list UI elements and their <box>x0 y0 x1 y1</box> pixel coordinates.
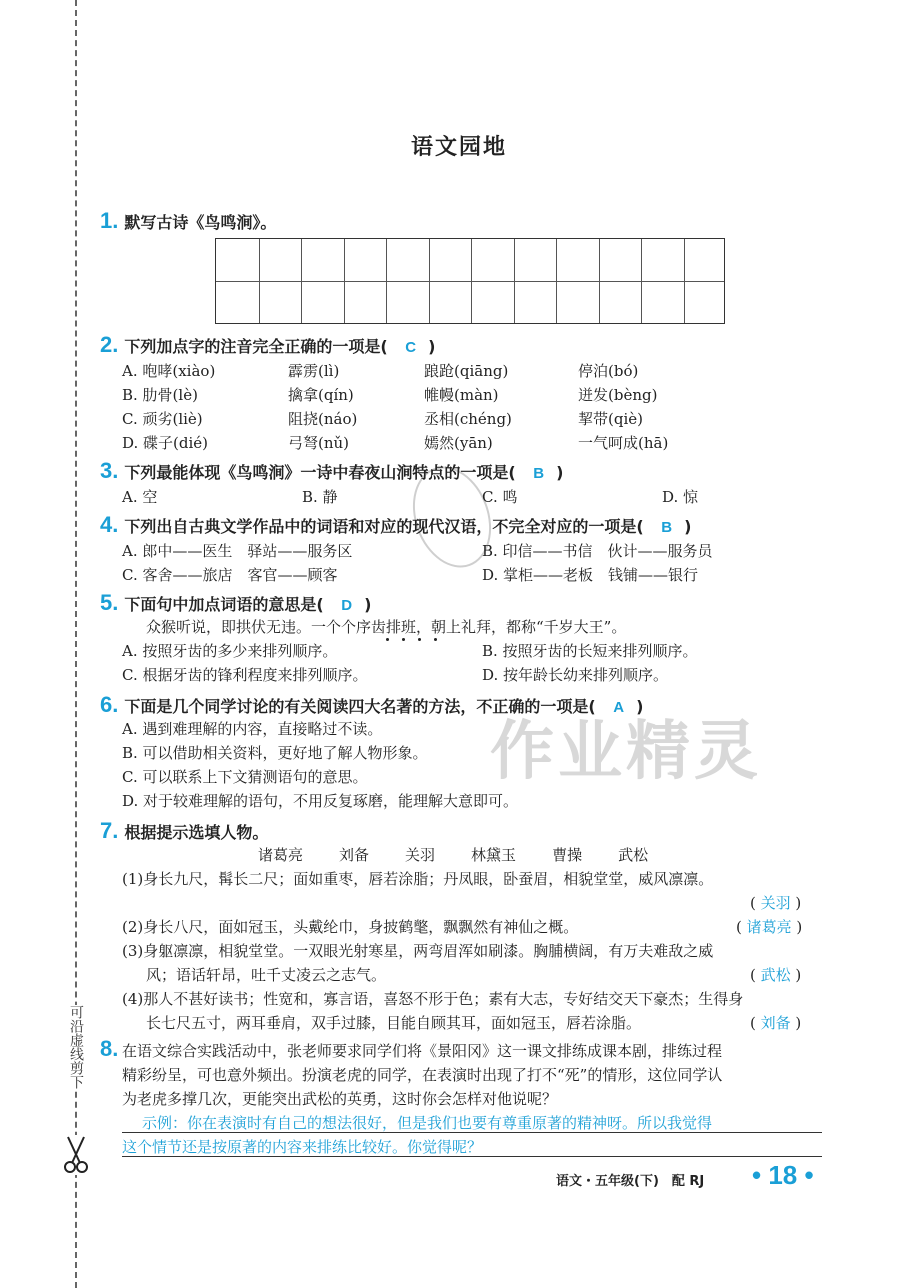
option: D. 掌柜——老板 钱铺——银行 <box>482 566 699 584</box>
item-text: (3)身躯凛凛，相貌堂堂。一双眼光射寒星，两弯眉浑如刷漆。胸脯横阔，有万夫难敌之威 <box>122 942 714 960</box>
cut-dashed-line <box>75 0 77 1288</box>
question-1 <box>100 208 276 234</box>
option: 弓弩(nǔ) <box>288 434 350 452</box>
answer: B <box>661 519 673 536</box>
emphasis-dot <box>434 638 437 641</box>
item-answer: ( 武松 ) <box>750 966 802 984</box>
answer: A <box>613 699 625 716</box>
item-answer: ( 诸葛亮 ) <box>736 918 803 936</box>
answer: B <box>533 465 545 482</box>
question-text: 精彩纷呈，可也意外频出。扮演老虎的同学，在表演时出现了打不“死”的情形，这位同学认 <box>122 1066 723 1084</box>
option: B. 静 <box>302 488 338 506</box>
question-text: 在语文综合实践活动中，张老师要求同学们将《景阳冈》这一课文排练成课本剧，排练过程 <box>122 1042 723 1060</box>
option: 嫣然(yān) <box>424 434 493 452</box>
name-choices <box>258 844 684 865</box>
close-paren: ) <box>428 337 436 356</box>
question-number: 5. <box>100 590 119 615</box>
close-paren: ) <box>556 463 564 482</box>
example-answer: 示例：你在表演时有自己的想法很好，但是我们也要有尊重原著的精神呀。所以我觉得 <box>142 1114 713 1132</box>
option: B. 肋骨(lè) <box>122 386 198 404</box>
item-text: 长七尺五寸，两耳垂肩，双手过膝，目能自顾其耳，面如冠玉，唇若涂脂。 <box>146 1014 642 1032</box>
question-2 <box>100 332 435 358</box>
page-number: • 18 • <box>752 1160 814 1190</box>
item-text: (4)那人不甚好读书；性宽和，寡言语，喜怒不形于色；素有大志，专好结交天下豪杰；生得身 <box>122 990 744 1008</box>
example-answer: 这个情节还是按原著的内容来排练比较好。你觉得呢？ <box>122 1138 483 1156</box>
question-text: 下面句中加点词语的意思是( <box>124 595 324 614</box>
question-number: 4. <box>100 512 119 537</box>
answer: 诸葛亮 <box>746 918 792 936</box>
item-text: (2)身长八尺，面如冠玉，头戴纶巾，身披鹤氅，飘飘然有神仙之概。 <box>122 918 579 936</box>
option: D. 按年龄长幼来排列顺序。 <box>482 666 669 684</box>
quoted-sentence: 众猴听说，即拱伏无违。一个个序齿排班，朝上礼拜，都称“千岁大王”。 <box>146 618 627 636</box>
question-4 <box>100 512 691 538</box>
close-paren: ) <box>636 697 644 716</box>
option: D. 对于较难理解的语句，不用反复琢磨，能理解大意即可。 <box>122 792 519 810</box>
item-answer: ( 关羽 ) <box>750 894 802 912</box>
question-number: 3. <box>100 458 119 483</box>
answer: 武松 <box>760 966 791 984</box>
option: 霹雳(lì) <box>288 362 340 380</box>
option: B. 可以借助相关资料，更好地了解人物形象。 <box>122 744 428 762</box>
answer: D <box>341 597 353 614</box>
option: 停泊(bó) <box>578 362 639 380</box>
option: A. 咆哮(xiào) <box>122 362 216 380</box>
question-3 <box>100 458 563 484</box>
option: 挈带(qiè) <box>578 410 643 428</box>
question-text: 默写古诗《鸟鸣涧》。 <box>124 213 277 232</box>
item-text: 风；语话轩昂，吐千丈凌云之志气。 <box>146 966 387 984</box>
option: 踉跄(qiāng) <box>424 362 509 380</box>
question-text: 下列最能体现《鸟鸣涧》一诗中春夜山涧特点的一项是( <box>124 463 516 482</box>
option: 一气呵成(hā) <box>578 434 669 452</box>
emphasis-dot <box>418 638 421 641</box>
answer: C <box>405 339 417 356</box>
writing-grid[interactable] <box>215 238 725 324</box>
name-choice: 林黛玉 <box>471 846 517 864</box>
question-number: 7. <box>100 818 119 843</box>
question-text: 下面是几个同学讨论的有关阅读四大名著的方法，不正确的一项是( <box>124 697 596 716</box>
name-choice: 武松 <box>618 846 649 864</box>
question-text: 为老虎多撑几次，更能突出武松的英勇，这时你会怎样对他说呢？ <box>122 1090 558 1108</box>
option: 丞相(chéng) <box>424 410 512 428</box>
question-text: 下列出自古典文学作品中的词语和对应的现代汉语，不完全对应的一项是( <box>124 517 644 536</box>
option: C. 可以联系上下文猜测语句的意思。 <box>122 768 368 786</box>
scissors-icon <box>62 1135 90 1175</box>
option: D. 惊 <box>662 488 699 506</box>
option: 迸发(bèng) <box>578 386 658 404</box>
question-number: 2. <box>100 332 119 357</box>
question-5 <box>100 590 371 616</box>
option: B. 按照牙齿的长短来排列顺序。 <box>482 642 698 660</box>
close-paren: ) <box>364 595 372 614</box>
name-choice: 曹操 <box>552 846 583 864</box>
question-number: 6. <box>100 692 119 717</box>
option: D. 碟子(dié) <box>122 434 209 452</box>
name-choice: 诸葛亮 <box>258 846 304 864</box>
emphasis-dot <box>402 638 405 641</box>
question-number: 1. <box>100 208 119 233</box>
option: C. 鸣 <box>482 488 518 506</box>
close-paren: ) <box>684 517 692 536</box>
option: C. 客舍——旅店 客官——顾客 <box>122 566 338 584</box>
item-text: (1)身长九尺，髯长二尺；面如重枣，唇若涂脂；丹凤眼，卧蚕眉，相貌堂堂，威风凛凛。 <box>122 870 714 888</box>
option: 阻挠(náo) <box>288 410 358 428</box>
question-number: 8. <box>100 1036 119 1061</box>
footer-subject: 语文・五年级(下) 配 RJ <box>556 1174 705 1189</box>
watermark: 作业精灵 <box>490 715 762 789</box>
emphasis-dot <box>386 638 389 641</box>
option: 帷幔(màn) <box>424 386 499 404</box>
option: A. 遇到难理解的内容，直接略过不读。 <box>122 720 383 738</box>
answer: 刘备 <box>760 1014 791 1032</box>
option: A. 按照牙齿的多少来排列顺序。 <box>122 642 338 660</box>
name-choice: 刘备 <box>339 846 370 864</box>
cut-hint: 可沿虚线剪下 <box>62 1005 86 1089</box>
question-text: 下列加点字的注音完全正确的一项是( <box>124 337 388 356</box>
question-text: 根据提示选填人物。 <box>124 823 269 842</box>
option: C. 根据牙齿的锋利程度来排列顺序。 <box>122 666 368 684</box>
option: A. 郎中——医生 驿站——服务区 <box>122 542 353 560</box>
item-answer: ( 刘备 ) <box>750 1014 802 1032</box>
question-7 <box>100 818 268 844</box>
question-6 <box>100 692 643 718</box>
option: A. 空 <box>122 488 158 506</box>
answer: 关羽 <box>760 894 791 912</box>
option: 擒拿(qín) <box>288 386 354 404</box>
option: B. 印信——书信 伙计——服务员 <box>482 542 713 560</box>
option: C. 顽劣(liè) <box>122 410 203 428</box>
page-title: 语文园地 <box>410 135 507 160</box>
name-choice: 关羽 <box>405 846 436 864</box>
